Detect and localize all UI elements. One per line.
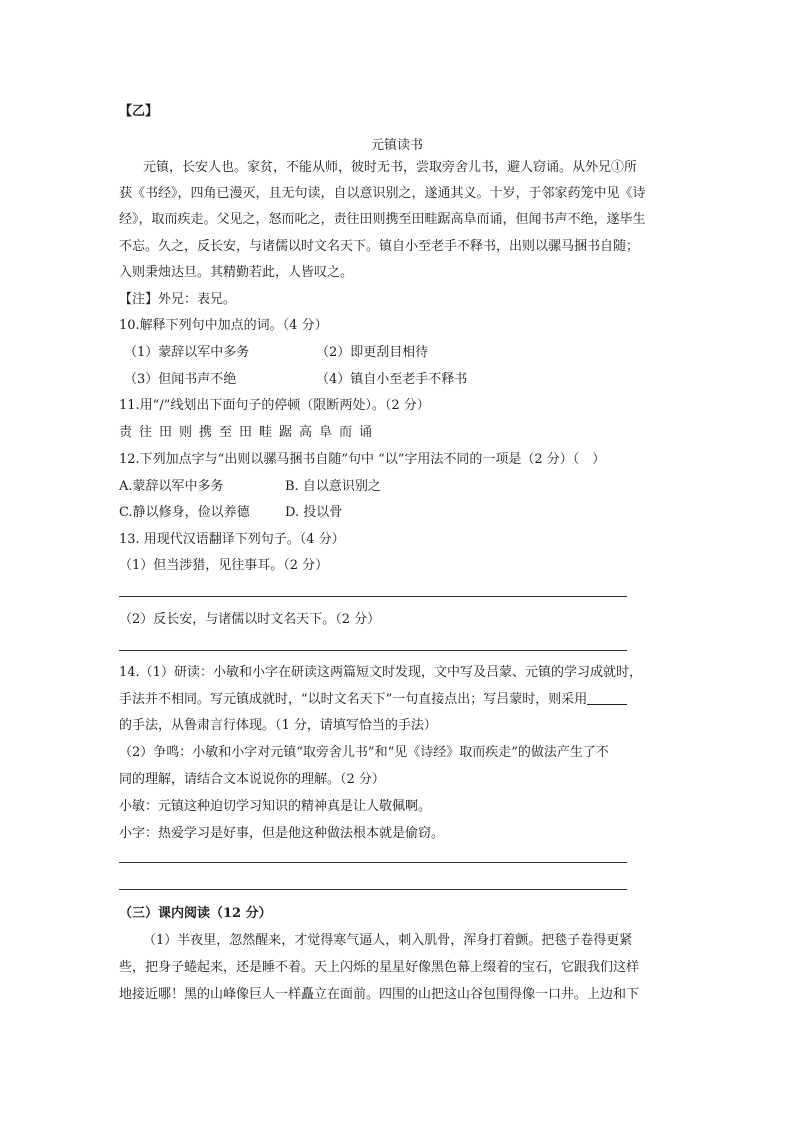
q11-stem: 11.用“/”线划出下面句子的停顿（限断两处）。（2 分） (119, 398, 430, 413)
passage-line-1: 元镇，长安人也。家贫，不能从师，彼时无书，尝取旁舍儿书，避人窃诵。从外兄①所 (143, 160, 638, 175)
q14-line-3: 的手法，从鲁肃言行体现。（1 分，请填写恰当的手法） (119, 718, 437, 733)
q14-xiaoyu: 小字：热爱学习是好事，但是他这种做法根本就是偷窃。 (119, 826, 445, 841)
q13-item-2: （2）反长安，与诸儒以时文名天下。（2 分） (119, 612, 381, 627)
q12-option-c: C.静以修身，俭以养德 (119, 505, 250, 520)
q12-option-a: A.蒙辞以军中多务 (119, 479, 224, 494)
q14-line-5: 同的理解，请结合文本说说你的理解。（2 分） (119, 772, 385, 787)
answer-line-3 (119, 862, 627, 863)
answer-line-4 (119, 889, 627, 890)
section-3-heading: （三）课内阅读（12 分） (119, 906, 272, 921)
q13-item-1: （1）但当涉猎，见往事耳。（2 分） (119, 558, 329, 573)
section-3-line-2: 些，把身子蜷起来，还是睡不着。天上闪烁的星星好像黑色幕上缀着的宝石，它跟我们这样 (119, 960, 640, 975)
answer-line-1 (119, 596, 627, 597)
q14-line-1: 14.（1）研读：小敏和小字在研读这两篇短文时发现，文中写及吕蒙、元镇的学习成就时， (119, 665, 642, 680)
q10-item-2: （2）即更刮目相待 (316, 345, 429, 360)
q10-item-3: （3）但闻书声不绝 (124, 372, 237, 387)
q14-line-2-text: 手法并不相同。写元镇成就时，“以时文名天下”一句直接点出；写吕蒙时，则采用 (119, 692, 588, 707)
answer-line-2 (119, 650, 627, 651)
q14-line-4: （2）争鸣：小敏和小字对元镇“取旁舍儿书”和“见《诗经》取而疾走”的做法产生了不 (119, 745, 609, 760)
q13-stem: 13. 用现代汉语翻译下列句子。（4 分） (119, 532, 345, 547)
q14-line-2 (119, 692, 627, 708)
passage-line-5: 入则秉烛达旦。其精勤若此，人皆叹之。 (119, 265, 354, 280)
q11-sentence: 责往田则携至田畦踞高阜而诵 (119, 425, 380, 440)
note: 【注】外兄：表兄。 (119, 292, 237, 307)
section-yi-label: 【乙】 (119, 104, 159, 119)
q10-stem: 10.解释下列句中加点的词。（4 分） (119, 318, 328, 333)
section-3-line-3: 地接近哪！黑的山峰像巨人一样矗立在面前。四围的山把这山谷包围得像一口井。上边和下 (119, 987, 640, 1002)
q10-item-4: （4）镇自小至老手不释书 (316, 372, 468, 387)
q12-option-b: B. 自以意识别之 (285, 479, 381, 494)
q12-stem: 12.下列加点字与“出则以骡马捆书自随”句中 “以”字用法不同的一项是（2 分）（ ） (119, 452, 606, 467)
q14-xiaomin: 小敏：元镇这种迫切学习知识的精神真是让人敬佩啊。 (119, 799, 432, 814)
fill-in-blank[interactable] (587, 692, 627, 705)
passage-line-4: 不忘。久之，反长安，与诸儒以时文名天下。镇自小至老手不释书，出则以骡马捆书自随； (119, 239, 640, 254)
q12-option-d: D. 投以骨 (285, 505, 343, 520)
passage-line-2: 获《书经》，四角已漫灭，且无句读，自以意识别之，遂通其义。十岁，于邻家药笼中见《诗 (119, 186, 646, 201)
section-3-line-1: （1）半夜里，忽然醒来，才觉得寒气逼人，刺入肌骨，浑身打着颤。把毯子卷得更紧 (143, 933, 633, 948)
passage-title: 元镇读书 (370, 138, 423, 153)
q10-item-1: （1）蒙辞以军中多务 (124, 345, 250, 360)
passage-line-3: 经》，取而疾走。父见之，怒而叱之，责往田则携至田畦踞高阜而诵，但闻书声不绝，遂毕生 (119, 212, 646, 227)
